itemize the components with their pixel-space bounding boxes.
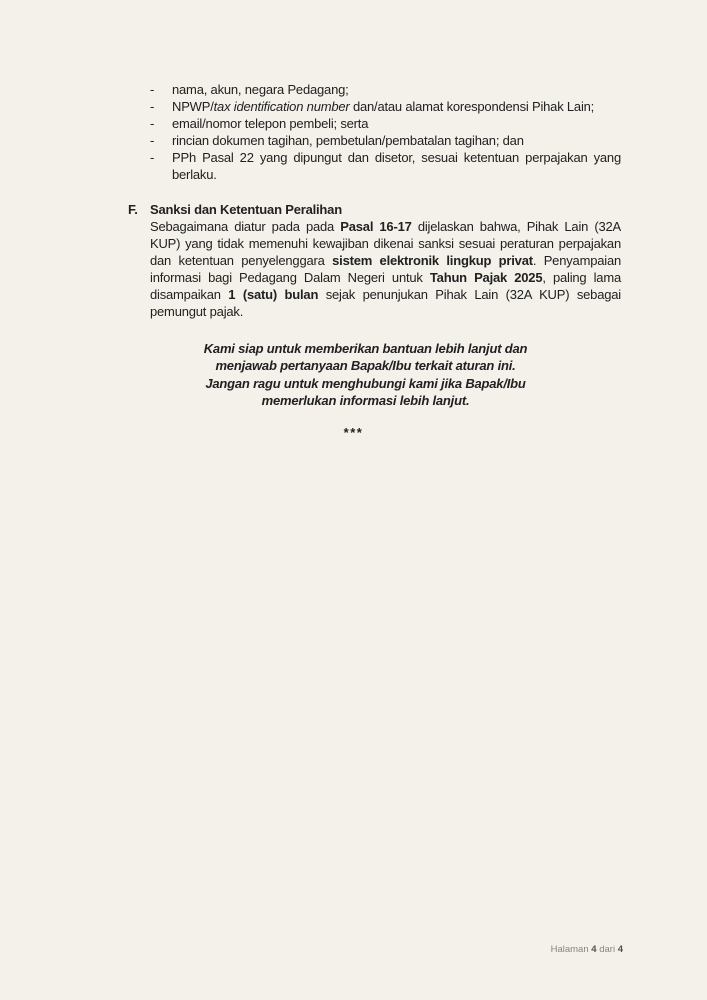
section-label: F.	[128, 202, 138, 217]
closing-line: Kami siap untuk memberikan bantuan lebih lanjut dan	[203, 341, 528, 356]
list-marker: -	[150, 116, 155, 131]
list-item	[150, 149, 621, 183]
list-item-text: rincian dokumen tagihan, pembetulan/pembatalan tagihan; dan	[172, 133, 524, 148]
list-item	[150, 115, 621, 132]
list-item	[150, 132, 621, 149]
list-marker: -	[150, 150, 155, 165]
section-body: Sebagaimana diatur pada pada Pasal 16-17 dijelaskan bahwa, Pihak Lain (32A KUP) yang tidak memenuhi kewajiban dikenai sanksi sesuai peraturan perpajakan dan ketentuan penyelenggara sistem elektronik lingkup privat. Penyampaian informasi bagi Pedagang Dalam Negeri untuk Tahun Pajak 2025, paling lama disampaikan 1 (satu) bulan sejak penunjukan Pihak Lain (32A KUP) sebagai pemungut pajak.	[150, 219, 622, 319]
list-marker: -	[150, 99, 155, 114]
closing-line: Jangan ragu untuk menghubungi kami jika Bapak/Ibu	[205, 375, 526, 391]
section-f	[128, 201, 621, 320]
list-marker: -	[150, 82, 155, 97]
list-item	[150, 81, 621, 98]
closing-line: memerlukan informasi lebih lanjut.	[261, 392, 470, 408]
section-heading	[128, 201, 621, 218]
list-item-text: PPh Pasal 22 yang dipungut dan disetor, sesuai ketentuan perpajakan yang berlaku.	[172, 150, 621, 182]
list-item	[150, 98, 621, 115]
closing-note	[110, 340, 621, 409]
list-item-text: nama, akun, negara Pedagang;	[172, 82, 349, 97]
list-item-text: NPWP/tax identification number dan/atau alamat korespondensi Pihak Lain;	[172, 99, 595, 114]
page-footer: Halaman 4 dari 4	[550, 944, 623, 955]
list-item-text: email/nomor telepon pembeli; serta	[172, 116, 369, 131]
list-marker: -	[150, 133, 155, 148]
section-title: Sanksi dan Ketentuan Peralihan	[150, 202, 342, 217]
page-content	[0, 0, 707, 441]
bullet-list	[128, 81, 621, 183]
closing-line: menjawab pertanyaan Bapak/Ibu terkait aturan ini.	[215, 358, 516, 374]
asterisk-separator: ***	[343, 425, 364, 441]
